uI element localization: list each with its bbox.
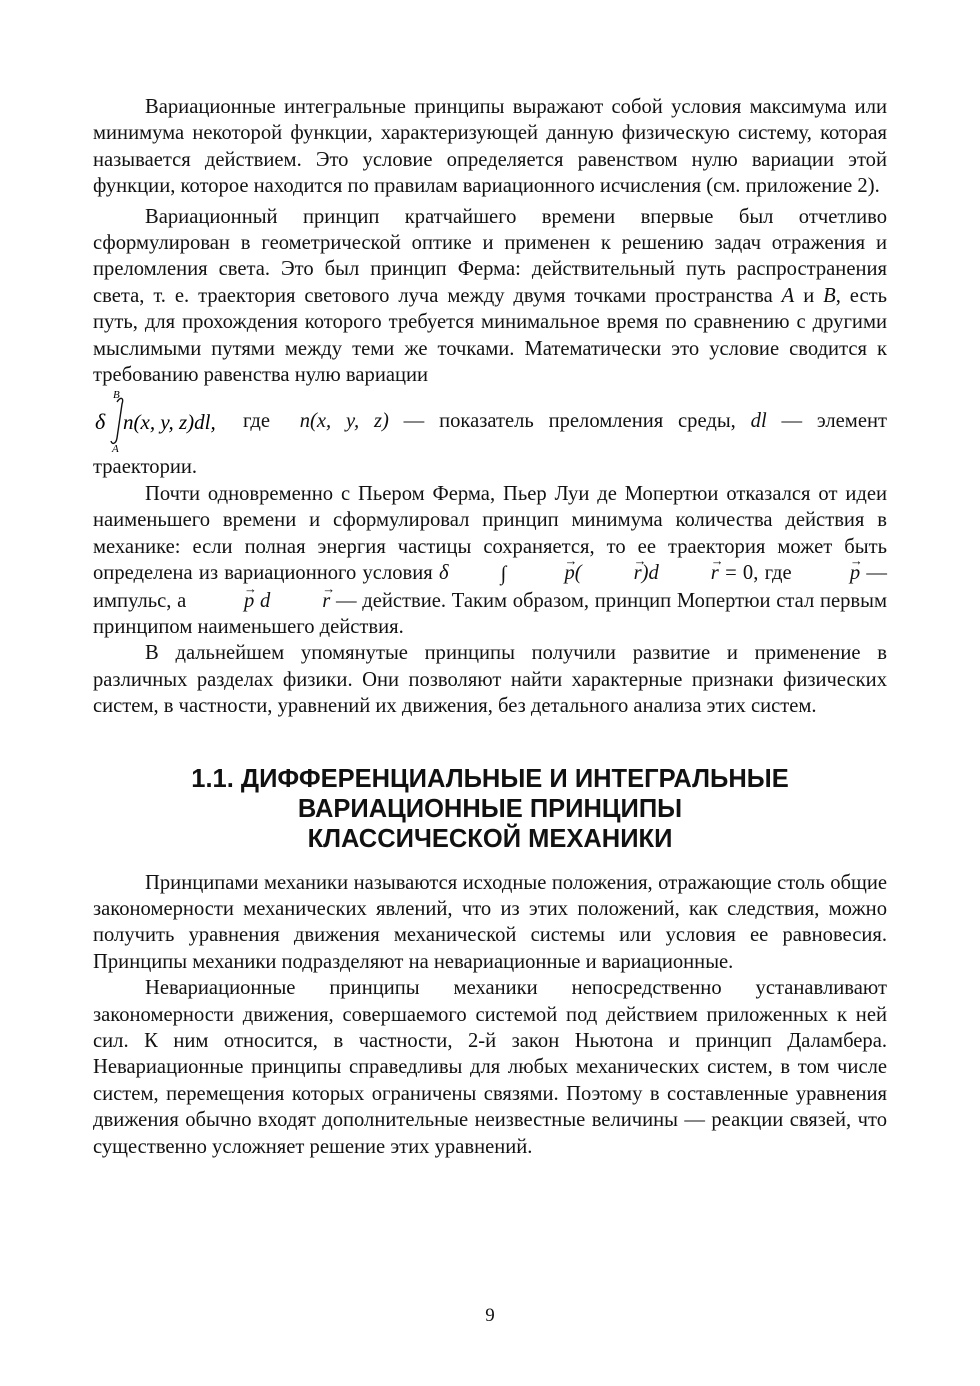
paragraph-5: Принципами механики называются исходные положения, отражающие столь общие закономерности механических явлений, что из этих положений, как следствия, можно получить уравнения движения механической системы или условия ее равновесия. Принципы механики подразделяют на невариационные и вариационные. — [93, 871, 887, 973]
point-a: A — [781, 284, 795, 307]
paragraph-2: Вариационный принцип кратчайшего времени впервые был отчетливо сформулирован в геометрической оптике и применен к решению задач отражения и преломления света. Это был принцип Ферма: действительный путь распространения света, т. е. траектория светового луча между двумя точками пространства A и B, есть путь, для прохождения которого требуется минимальное время по сравнению с другими мыслимыми путями между теми же точками. Математически это условие сводится к требованию равенства нулю вариации — [93, 205, 887, 387]
page-number: 9 — [485, 1305, 495, 1326]
heading-line-3: КЛАССИЧЕСКОЙ МЕХАНИКИ — [307, 824, 673, 853]
paragraph-4: В дальнейшем упомянутые принципы получили развитие и применение в различных разделах физики. Они позволяют найти характерные признаки физических систем, в частности, уравнений их движения, без детального анализа этих систем. — [93, 642, 887, 718]
section-heading — [93, 764, 887, 854]
point-b: B — [823, 284, 836, 307]
page-body — [93, 94, 887, 1160]
integral-lower-limit: A — [112, 443, 119, 455]
fermat-integral-formula — [93, 388, 243, 454]
integral-sign — [111, 399, 123, 444]
delta-symbol: δ — [95, 409, 106, 435]
formula-description: где n(x, y, z) — показатель преломления среды, dl — элемент — [243, 410, 887, 433]
fermat-formula-line — [93, 388, 887, 454]
heading-line-2: ВАРИАЦИОННЫЕ ПРИНЦИПЫ — [297, 794, 683, 823]
paragraph-1: Вариационные интегральные принципы выражают собой условия максимума или минимума некоторой функции, характеризующей данную физическую систему, которая называется действием. Это условие определяется равенством нулю вариации этой функции, которое находится по правилам вариационного исчисления (см. приложение 2). — [93, 96, 887, 198]
maupertuis-formula: δ ∫ → p(→ r)d→ r = 0 — [439, 562, 753, 584]
integral-upper-limit: B — [113, 389, 120, 402]
integral-body: n(x, y, z)dl, — [123, 410, 216, 435]
heading-line-1: 1.1. ДИФФЕРЕНЦИАЛЬНЫЕ И ИНТЕГРАЛЬНЫЕ — [191, 764, 789, 793]
paragraph-6: Невариационные принципы механики непосредственно устанавливают закономерности движения, совершаемого системой под действием приложенных к ней сил. К ним относится, в частности, 2-й закон Ньютона и принцип Даламбера. Невариационные принципы справедливы для любых механических систем, в том числе систем, перемещения которых ограничены связями. Поэтому в составленные уравнения движения обычно входят дополнительные неизвестные величины — реакции связей, что существенно усложняет решение этих уравнений. — [93, 977, 887, 1158]
momentum-symbol: → p — [798, 560, 860, 586]
paragraph-2-tail: траектории. — [93, 456, 198, 479]
paragraph-3: Почти одновременно с Пьером Ферма, Пьер Луи де Мопертюи отказался от идеи наименьшего времени и сформулировал принцип минимума количества действия в механике: если полная энергия частицы сохраняется, то ее траектория может быть определена из вариационного условия δ ∫ → p(→ r)d→ r = 0, где → p — импульс, а → p d→ r — действие. Таким образом, принцип Мопертюи стал первым принципом наименьшего действия. — [93, 481, 887, 641]
